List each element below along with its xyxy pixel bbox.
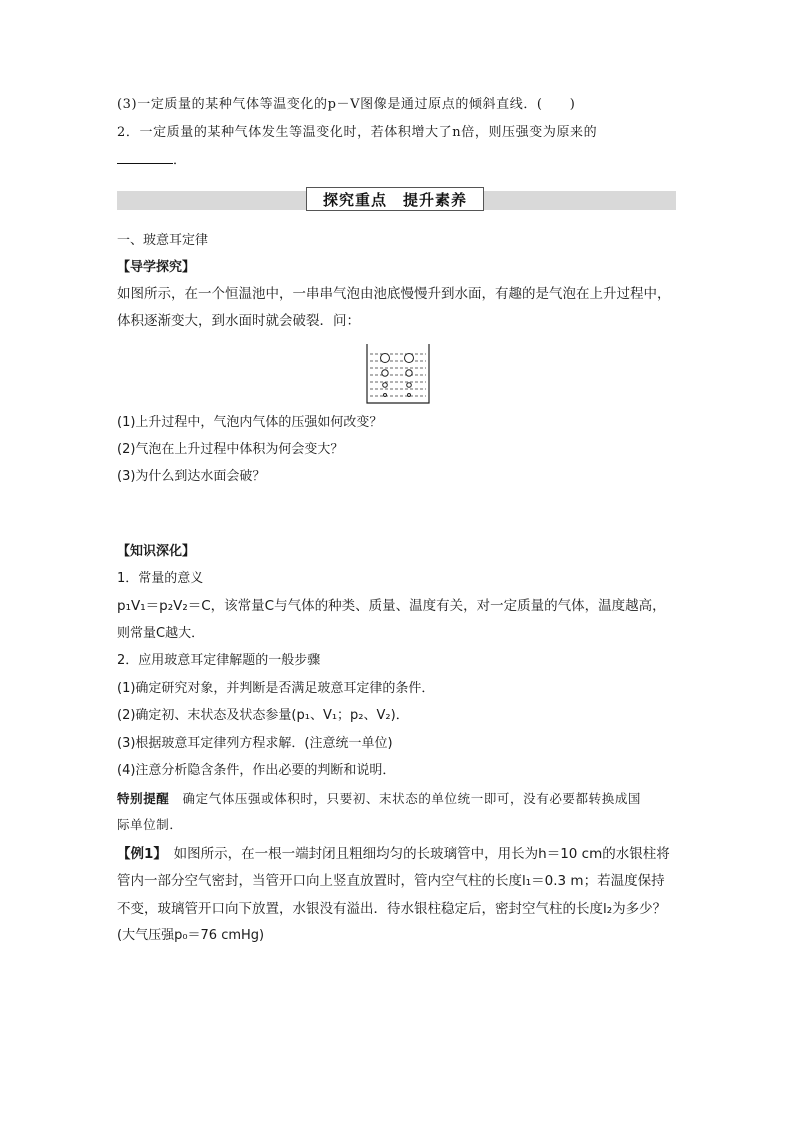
example-1-line-3: 不变，玻璃管开口向下放置，水银没有溢出．待水银柱稳定后，密封空气柱的长度l₂为多少？: [117, 901, 667, 917]
knowledge-point-2-title: 2．应用玻意耳定律解题的一般步骤: [117, 653, 321, 668]
question-2-answer-line: [117, 151, 682, 170]
special-tip: [117, 790, 682, 808]
example-text-1: 如图所示，在一根一端封闭且粗细均匀的长玻璃管中，用长为h＝10 cm的水银柱将: [173, 846, 670, 862]
section-heading: 一、玻意耳定律: [117, 233, 209, 248]
knowledge-label: 【知识深化】: [117, 544, 196, 559]
bubble-pool-figure: [364, 341, 432, 407]
question-2-text: 2．一定质量的某种气体发生等温变化时，若体积增大了n倍，则压强变为原来的: [117, 125, 598, 140]
special-tip-text-1: 确定气体压强或体积时，只要初、末状态的单位统一即可，没有必要都转换成国: [182, 791, 642, 806]
question-2-end: ．: [173, 153, 187, 168]
guide-label: 【导学探究】: [117, 260, 196, 275]
question-3: (3)为什么到达水面会破？: [117, 469, 266, 484]
knowledge-point-1-title: 1．常量的意义: [117, 571, 204, 586]
question-2: (2)气泡在上升过程中体积为何会变大？: [117, 442, 344, 457]
step-3: (3)根据玻意耳定律列方程求解．(注意统一单位): [117, 736, 393, 751]
question-1: (1)上升过程中，气泡内气体的压强如何改变？: [117, 415, 383, 430]
step-2: (2)确定初、末状态及状态参量(p₁、V₁；p₂、V₂)．: [117, 708, 409, 723]
question-item-2: [117, 124, 682, 142]
knowledge-point-1-text-1: p₁V₁＝p₂V₂＝C，该常量C与气体的种类、质量、温度有关，对一定质量的气体，温度越高，: [117, 598, 666, 614]
knowledge-point-1-text-2: 则常量C越大．: [117, 626, 205, 641]
section-banner-title: 探究重点 提升素养: [322, 190, 467, 209]
step-4: (4)注意分析隐含条件，作出必要的判断和说明．: [117, 763, 396, 778]
section-banner: [306, 187, 484, 211]
step-1: (1)确定研究对象，并判断是否满足玻意耳定律的条件．: [117, 681, 435, 696]
example-label: 【例1】: [117, 846, 167, 862]
question-item-3: (3)一定质量的某种气体等温变化的p－V图像是通过原点的倾斜直线．( ): [117, 97, 576, 112]
special-tip-text-2: 际单位制．: [117, 817, 183, 832]
example-1-line-4: (大气压强p₀＝76 cmHg): [117, 928, 265, 943]
special-tip-label: 特别提醒: [117, 791, 170, 806]
answer-blank[interactable]: [117, 151, 173, 164]
example-1-line-1: [117, 845, 682, 863]
guide-text-line-2: 体积逐渐变大，到水面时就会破裂．问：: [117, 313, 360, 329]
example-1-line-2: 管内一部分空气密封，当管开口向上竖直放置时，管内空气柱的长度l₁＝0.3 m；若温度保持: [117, 873, 665, 889]
guide-text-line-1: 如图所示，在一个恒温池中，一串串气泡由池底慢慢升到水面，有趣的是气泡在上升过程中，: [117, 286, 671, 302]
